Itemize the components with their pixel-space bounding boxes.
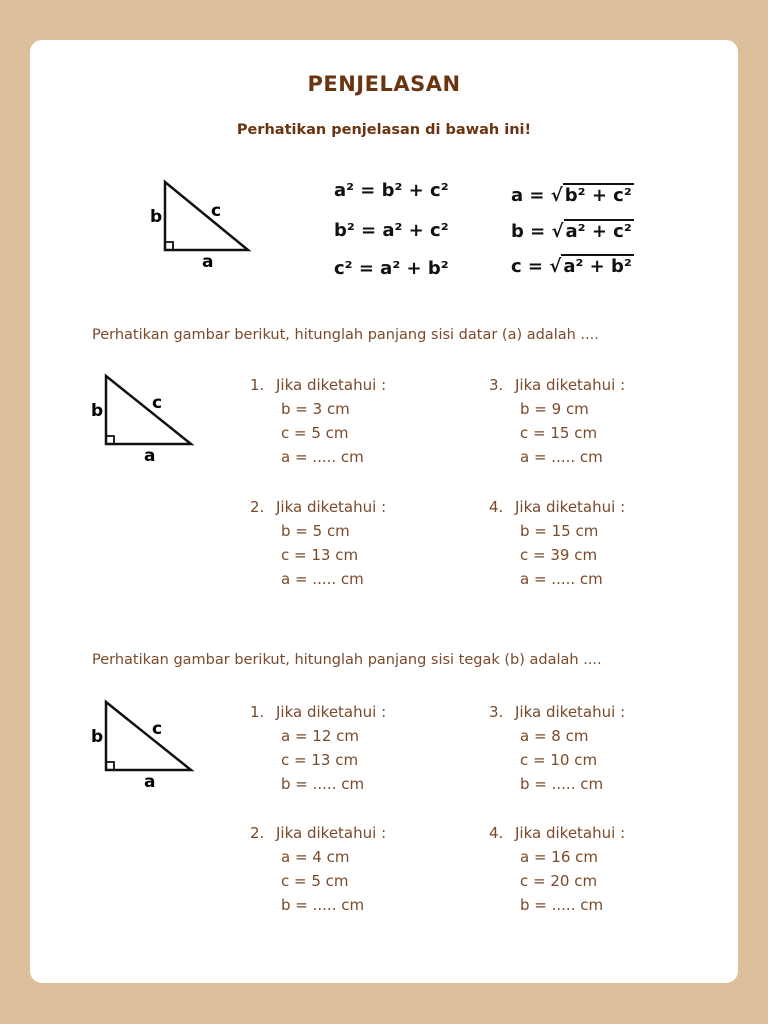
given-line: c = 15 cm xyxy=(520,424,598,442)
given-line: b = 15 cm xyxy=(520,522,599,540)
section2-item-2 xyxy=(250,821,386,917)
label-a: a xyxy=(144,772,156,792)
answer-line: b = ..... cm xyxy=(281,775,365,793)
label-a: a xyxy=(144,446,156,466)
given-line: b = 5 cm xyxy=(281,522,350,540)
formula-b-sqrt-radicand: a² + c² xyxy=(565,221,632,242)
item-heading: Jika diketahui : xyxy=(276,824,387,842)
sqrt-icon: √ xyxy=(550,185,563,206)
section2-item-1 xyxy=(250,700,386,796)
formula-a-squared: a² = b² + c² xyxy=(334,180,449,201)
sqrt-icon: √ xyxy=(551,221,564,242)
item-number: 1. xyxy=(250,376,265,394)
formula-b-squared: b² = a² + c² xyxy=(334,220,449,241)
triangle-diagram-main xyxy=(140,172,260,272)
triangle-diagram-section2 xyxy=(84,692,204,792)
section1-prompt: Perhatikan gambar berikut, hitunglah panjang sisi datar (a) adalah .... xyxy=(92,327,599,343)
label-b: b xyxy=(91,727,104,747)
answer-line: a = ..... cm xyxy=(520,570,603,588)
triangle-diagram-section1 xyxy=(84,366,204,466)
item-heading: Jika diketahui : xyxy=(515,703,626,721)
label-b: b xyxy=(91,401,104,421)
given-line: c = 13 cm xyxy=(281,546,359,564)
label-a: a xyxy=(202,252,214,272)
section2-item-3 xyxy=(489,700,625,796)
item-heading: Jika diketahui : xyxy=(276,498,387,516)
given-line: a = 16 cm xyxy=(520,848,599,866)
answer-line: b = ..... cm xyxy=(520,775,604,793)
section1-item-1 xyxy=(250,373,386,469)
sqrt-icon: √ xyxy=(549,256,562,277)
given-line: a = 8 cm xyxy=(520,727,589,745)
answer-line: a = ..... cm xyxy=(281,570,364,588)
given-line: c = 13 cm xyxy=(281,751,359,769)
label-c: c xyxy=(152,393,163,413)
section2-item-4 xyxy=(489,821,625,917)
formula-a-sqrt-radicand: b² + c² xyxy=(564,185,632,206)
given-line: c = 20 cm xyxy=(520,872,598,890)
section1-item-2 xyxy=(250,495,386,591)
item-number: 3. xyxy=(489,703,504,721)
formula-a-sqrt xyxy=(511,185,634,206)
label-b: b xyxy=(150,207,163,227)
answer-line: b = ..... cm xyxy=(520,896,604,914)
item-number: 2. xyxy=(250,824,265,842)
given-line: b = 9 cm xyxy=(520,400,589,418)
item-heading: Jika diketahui : xyxy=(276,703,387,721)
item-number: 4. xyxy=(489,824,504,842)
given-line: a = 4 cm xyxy=(281,848,350,866)
answer-line: a = ..... cm xyxy=(281,448,364,466)
item-number: 1. xyxy=(250,703,265,721)
formula-b-sqrt xyxy=(511,221,634,242)
formula-c-squared: c² = a² + b² xyxy=(334,258,449,279)
page-subtitle: Perhatikan penjelasan di bawah ini! xyxy=(236,122,532,138)
formula-b-sqrt-lhs: b = xyxy=(511,221,546,242)
given-line: c = 5 cm xyxy=(281,424,349,442)
section1-item-4 xyxy=(489,495,625,591)
formula-c-sqrt-lhs: c = xyxy=(511,256,544,277)
given-line: c = 39 cm xyxy=(520,546,598,564)
item-heading: Jika diketahui : xyxy=(515,824,626,842)
item-number: 3. xyxy=(489,376,504,394)
answer-line: a = ..... cm xyxy=(520,448,603,466)
section1-item-3 xyxy=(489,373,625,469)
item-heading: Jika diketahui : xyxy=(515,376,626,394)
section2-prompt: Perhatikan gambar berikut, hitunglah panjang sisi tegak (b) adalah .... xyxy=(92,652,602,668)
given-line: c = 5 cm xyxy=(281,872,349,890)
label-c: c xyxy=(152,719,163,739)
formula-c-sqrt-radicand: a² + b² xyxy=(563,256,632,277)
item-number: 4. xyxy=(489,498,504,516)
answer-line: b = ..... cm xyxy=(281,896,365,914)
given-line: c = 10 cm xyxy=(520,751,598,769)
page-title: PENJELASAN xyxy=(307,72,461,96)
formula-a-sqrt-lhs: a = xyxy=(511,185,545,206)
given-line: a = 12 cm xyxy=(281,727,360,745)
item-heading: Jika diketahui : xyxy=(276,376,387,394)
item-heading: Jika diketahui : xyxy=(515,498,626,516)
item-number: 2. xyxy=(250,498,265,516)
given-line: b = 3 cm xyxy=(281,400,350,418)
formula-c-sqrt xyxy=(511,256,634,277)
label-c: c xyxy=(211,201,222,221)
